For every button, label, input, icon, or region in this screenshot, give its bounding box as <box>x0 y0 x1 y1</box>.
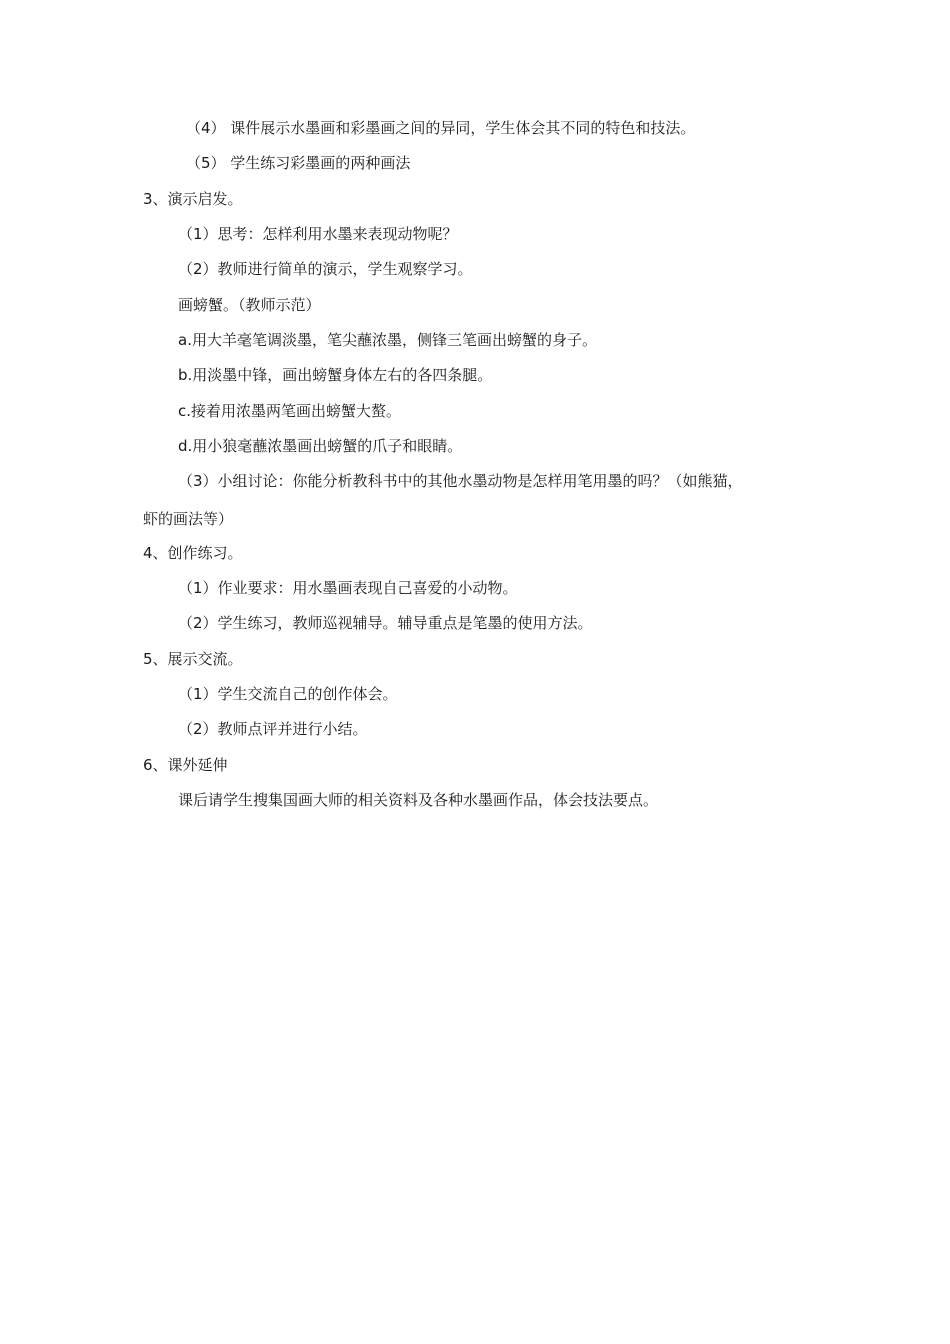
step2-item4: （4） 课件展示水墨画和彩墨画之间的异同，学生体会其不同的特色和技法。 <box>186 119 696 137</box>
step3-item1: （1）思考：怎样利用水墨来表现动物呢？ <box>178 225 458 243</box>
crab-step-c: c.接着用浓墨两笔画出螃蟹大螯。 <box>178 402 402 420</box>
step3-heading: 3、演示启发。 <box>143 190 243 208</box>
step4-heading: 4、创作练习。 <box>143 544 243 562</box>
crab-step-d: d.用小狼毫蘸浓墨画出螃蟹的爪子和眼睛。 <box>178 437 463 455</box>
step2-item5: （5） 学生练习彩墨画的两种画法 <box>186 154 411 172</box>
step3-item3: （3）小组讨论：你能分析教科书中的其他水墨动物是怎样用笔用墨的吗？（如熊猫， <box>178 472 743 490</box>
step3-item2: （2）教师进行简单的演示，学生观察学习。 <box>178 260 473 278</box>
step4-item1: （1）作业要求：用水墨画表现自己喜爱的小动物。 <box>178 579 518 597</box>
crab-step-b: b.用淡墨中锋，画出螃蟹身体左右的各四条腿。 <box>178 366 493 384</box>
step5-heading: 5、展示交流。 <box>143 650 243 668</box>
step6-heading: 6、课外延伸 <box>143 756 228 774</box>
crab-heading: 画螃蟹。（教师示范） <box>178 296 321 314</box>
step5-item1: （1）学生交流自己的创作体会。 <box>178 685 398 703</box>
step6-body: 课后请学生搜集国画大师的相关资料及各种水墨画作品，体会技法要点。 <box>178 791 659 809</box>
step4-item2: （2）学生练习，教师巡视辅导。辅导重点是笔墨的使用方法。 <box>178 614 593 632</box>
crab-step-a: a.用大羊毫笔调淡墨，笔尖蘸浓墨，侧锋三笔画出螃蟹的身子。 <box>178 331 597 349</box>
step5-item2: （2）教师点评并进行小结。 <box>178 720 368 738</box>
step3-item3-continuation: 虾的画法等） <box>143 510 234 528</box>
